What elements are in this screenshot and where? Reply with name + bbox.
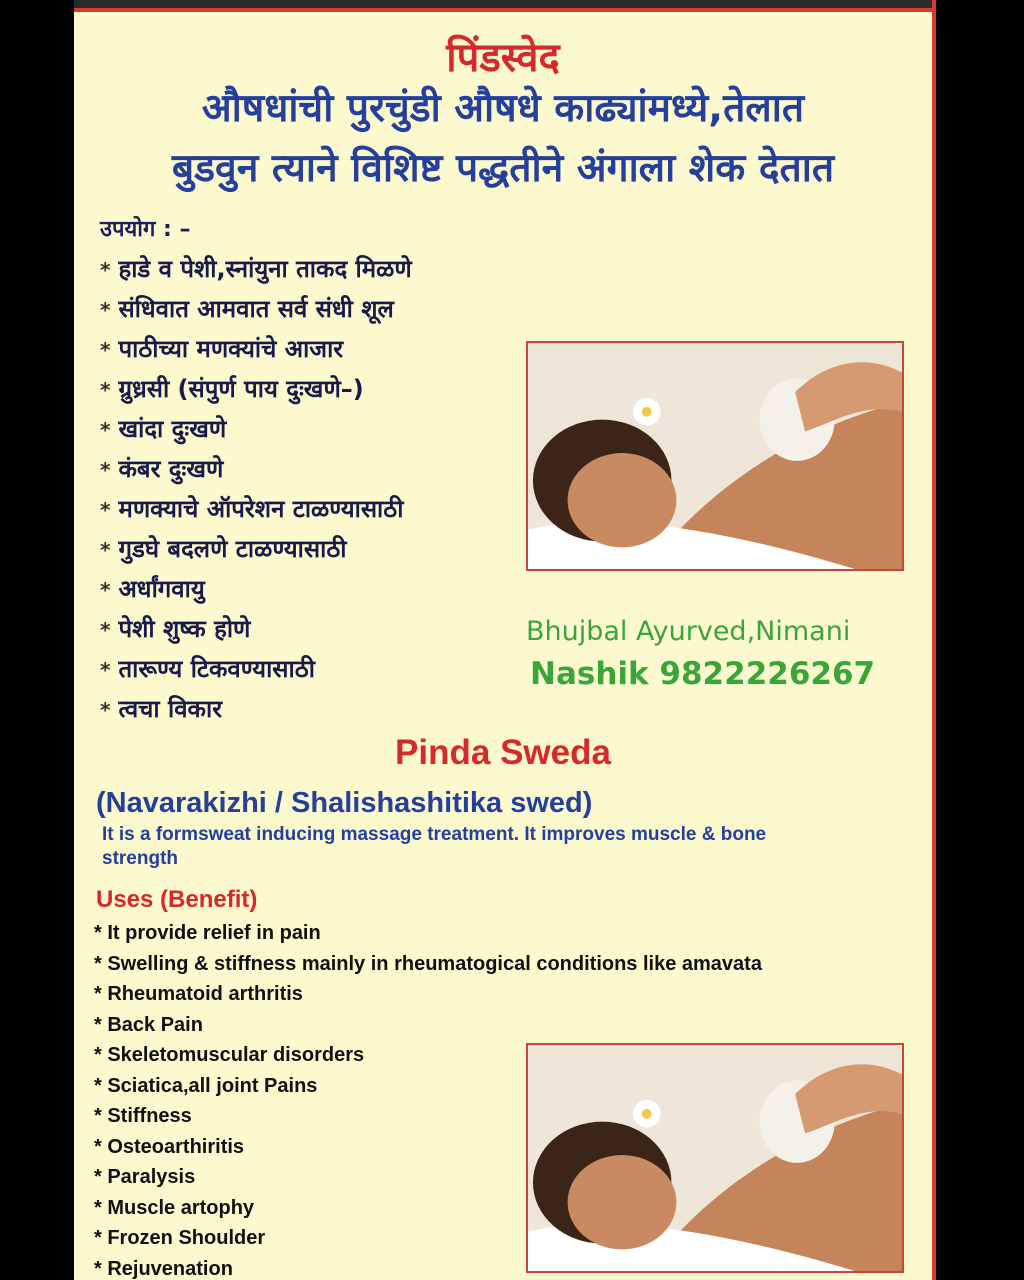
list-item: * Swelling & stiffness mainly in rheumatogical conditions like amavata <box>94 952 762 975</box>
marathi-heading-line-2: बुडवुन त्याने विशिष्ट पद्धतीने अंगाला शेक देतात <box>171 146 835 191</box>
list-item: * संधिवात आमवात सर्व संधी शूल <box>100 295 394 323</box>
marathi-title: पिंडस्वेद <box>446 35 560 81</box>
bullet-star-icon: * <box>100 298 111 322</box>
bullet-star-icon: * <box>100 618 111 642</box>
marathi-heading-line-1: औषधांची पुरचुंडी औषधे काढ्यांमध्ये,तेलात <box>201 86 805 131</box>
list-item: * पेशी शुष्क होणे <box>100 615 251 643</box>
english-uses-label: Uses (Benefit) <box>96 886 258 913</box>
english-title: Pinda Sweda <box>395 733 611 772</box>
list-item: * Rejuvenation <box>94 1257 233 1280</box>
list-item: * कंबर दुःखणे <box>100 455 224 483</box>
list-item: * Back Pain <box>94 1013 203 1036</box>
bullet-star-icon: * <box>100 498 111 522</box>
english-subtitle: (Navarakizhi / Shalishashitika swed) <box>96 787 593 819</box>
bullet-star-icon: * <box>100 338 111 362</box>
list-item: * अर्धांगवायु <box>100 575 205 603</box>
list-item: * Skeletomuscular disorders <box>94 1044 365 1066</box>
list-item: * Frozen Shoulder <box>94 1227 266 1249</box>
marathi-uses-label: उपयोग : – <box>100 217 191 242</box>
bullet-star-icon: * <box>100 258 111 282</box>
marathi-uses-list <box>100 249 412 729</box>
list-item: * It provide relief in pain <box>94 922 321 944</box>
list-item: * हाडे व पेशी,स्नांयुना ताकद मिळणे <box>100 255 412 283</box>
clinic-name: Bhujbal Ayurved,Nimani <box>526 616 851 647</box>
massage-photo <box>526 1043 904 1273</box>
list-item: * मणक्याचे ऑपरेशन टाळण्यासाठी <box>100 495 404 523</box>
massage-photo-illustration <box>528 1045 902 1271</box>
bullet-star-icon: * <box>100 418 111 442</box>
list-item: * पाठीच्या मणक्यांचे आजार <box>100 335 344 363</box>
list-item: * गुडघे बदलणे टाळण्यासाठी <box>100 535 347 563</box>
list-item: * Stiffness <box>94 1105 192 1127</box>
bullet-star-icon: * <box>100 538 111 562</box>
top-bar <box>74 0 932 8</box>
list-item: * खांदा दुःखणे <box>100 415 227 443</box>
list-item: * ग्रुध्रसी (संपुर्ण पाय दुःखणे–) <box>100 375 364 403</box>
list-item: * Paralysis <box>94 1166 196 1188</box>
bullet-star-icon: * <box>100 698 111 722</box>
list-item: * तारूण्य टिकवण्यासाठी <box>100 655 315 683</box>
bullet-star-icon: * <box>100 578 111 602</box>
massage-photo-illustration <box>528 343 902 569</box>
list-item: * Rheumatoid arthritis <box>94 983 303 1005</box>
list-item: * Muscle artophy <box>94 1196 255 1219</box>
top-red-line <box>74 8 932 12</box>
poster <box>74 0 936 1280</box>
list-item: * Osteoarthiritis <box>94 1135 245 1158</box>
list-item: * त्वचा विकार <box>100 695 223 723</box>
bullet-star-icon: * <box>100 378 111 402</box>
clinic-phone: Nashik 9822226267 <box>530 656 876 692</box>
bullet-star-icon: * <box>100 458 111 482</box>
massage-photo <box>526 341 904 571</box>
bullet-star-icon: * <box>100 658 111 682</box>
list-item: * Sciatica,all joint Pains <box>94 1074 318 1097</box>
english-description: It is a formsweat inducing massage treatment. It improves muscle & bone strength <box>102 824 767 869</box>
